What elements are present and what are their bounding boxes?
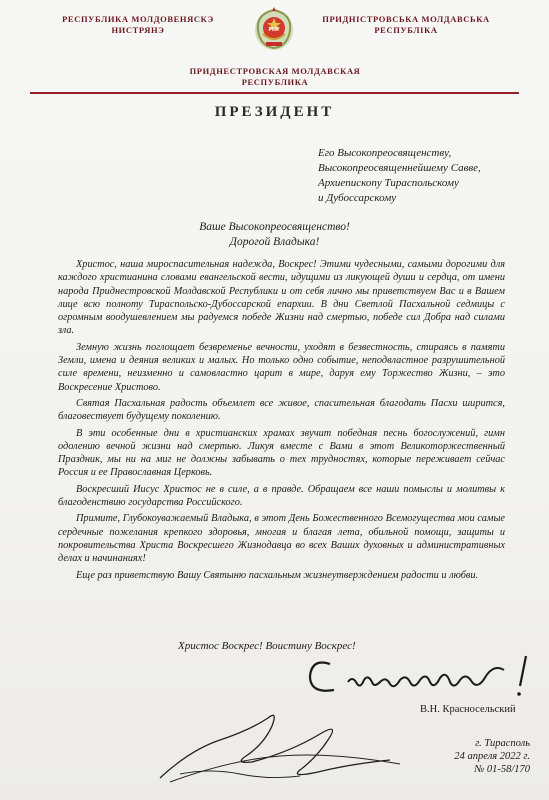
- body-paragraph: В эти особенные дни в христианских храмах звучит победная песнь богослужений, гимн одолению вечной жизни над смертью. Ликуя вместе с Вами в этот Великоторжественный Праздник, мы ни на миг не должны забывать о тех трудностях, которые переживает сейчас Россия и ее Православная Церковь.: [58, 427, 505, 479]
- place-and-date: [392, 737, 530, 776]
- document-number: № 01-58/170: [474, 764, 530, 775]
- coat-of-arms-icon: [252, 4, 296, 52]
- handwritten-signature-icon: [150, 690, 410, 790]
- salutation-line: Ваше Высокопреосвященство!: [199, 221, 350, 233]
- salutation-line: Дорогой Владыка!: [229, 236, 320, 248]
- body-paragraph: Христос, наша мироспасительная надежда, Воскрес! Этими чудесными, самыми дорогими для каждого христианина словами евангельской вести, идущими из ликующей души и сердца, от имени народа Приднестровской Молдавской Республики и от себя лично мы приветствуем Вас и в Вашем лице всю полноту Тираспольско-Дубоссарской епархии. В дни Светлой Пасхальной седмицы с огромным воодушевлением мы радуемся победе Жизни над смертью, победе сил Добра над силами зла.: [58, 259, 505, 337]
- document-title: ПРЕЗИДЕНТ: [214, 104, 335, 120]
- address-line: Его Высокопреосвященству,: [318, 147, 452, 159]
- letterhead-left-line2: НИСТРЯНЭ: [111, 25, 165, 35]
- address-line: и Дубоссарскому: [318, 192, 397, 204]
- body-paragraph: Примите, Глубокоуважаемый Владыка, в этот День Божественного Всемогущества мои самые сердечные пожелания крепкого здоровья, многая и благая лета, обильной помощи, защиты и покровительства Христа Воскресшего Жизнодавца во всех Ваших духовных и административных делах и начинаниях!: [58, 513, 505, 565]
- letterhead-right: [306, 14, 506, 36]
- recipient-address: [318, 146, 538, 206]
- letterhead-center-line1: ПРИДНЕСТРОВСКАЯ МОЛДАВСКАЯ: [189, 66, 361, 76]
- date: 24 апреля 2022 г.: [454, 751, 530, 762]
- body-paragraph: Святая Пасхальная радость объемлет все живое, спасительная благодать Пасхи ширится, благовествует будущему поколению.: [58, 397, 505, 423]
- letterhead-divider: [30, 92, 519, 94]
- salutation: [0, 220, 549, 250]
- letterhead-right-line1: ПРИДНІСТРОВСЬКА МОЛДАВСЬКА: [322, 14, 490, 24]
- letterhead-left-line1: РЕСПУБЛИКА МОЛДОВЕНЯСКЭ: [62, 14, 214, 24]
- address-line: Высокопреосвященнейшему Савве,: [318, 162, 481, 174]
- emblem-text: PMP: [268, 27, 280, 33]
- letterhead-center-line2: РЕСПУБЛИКА: [241, 77, 309, 87]
- closing-line: Христос Воскрес! Воистину Воскрес!: [178, 640, 356, 652]
- letterhead-right-line2: РЕСПУБЛІКА: [374, 25, 438, 35]
- place: г. Тирасполь: [475, 738, 530, 749]
- body-paragraph: Воскресший Иисус Христос не в силе, а в правде. Обращаем все наши помыслы и молитвы к благоденствию государства Российского.: [58, 483, 505, 509]
- letter-body: [58, 258, 505, 585]
- body-paragraph: Земную жизнь поглощает безвременье вечности, уходят в безвестность, стираясь в памяти Земли, имена и деяния великих и малых. Но только одно событие, неподвластное разрушительной силе времени, неизменно и самовластно царит в мире, даруя ему Торжество Жизни, – это Воскресение Христово.: [58, 341, 505, 393]
- signer-name: В.Н. Красносельский: [420, 704, 516, 715]
- letterhead-left: [38, 14, 238, 36]
- letterhead-center: [160, 66, 390, 88]
- address-line: Архиепископу Тираспольскому: [318, 177, 459, 189]
- body-paragraph: Еще раз приветствую Вашу Святыню пасхальным жизнеутверждением радости и любви.: [76, 569, 479, 581]
